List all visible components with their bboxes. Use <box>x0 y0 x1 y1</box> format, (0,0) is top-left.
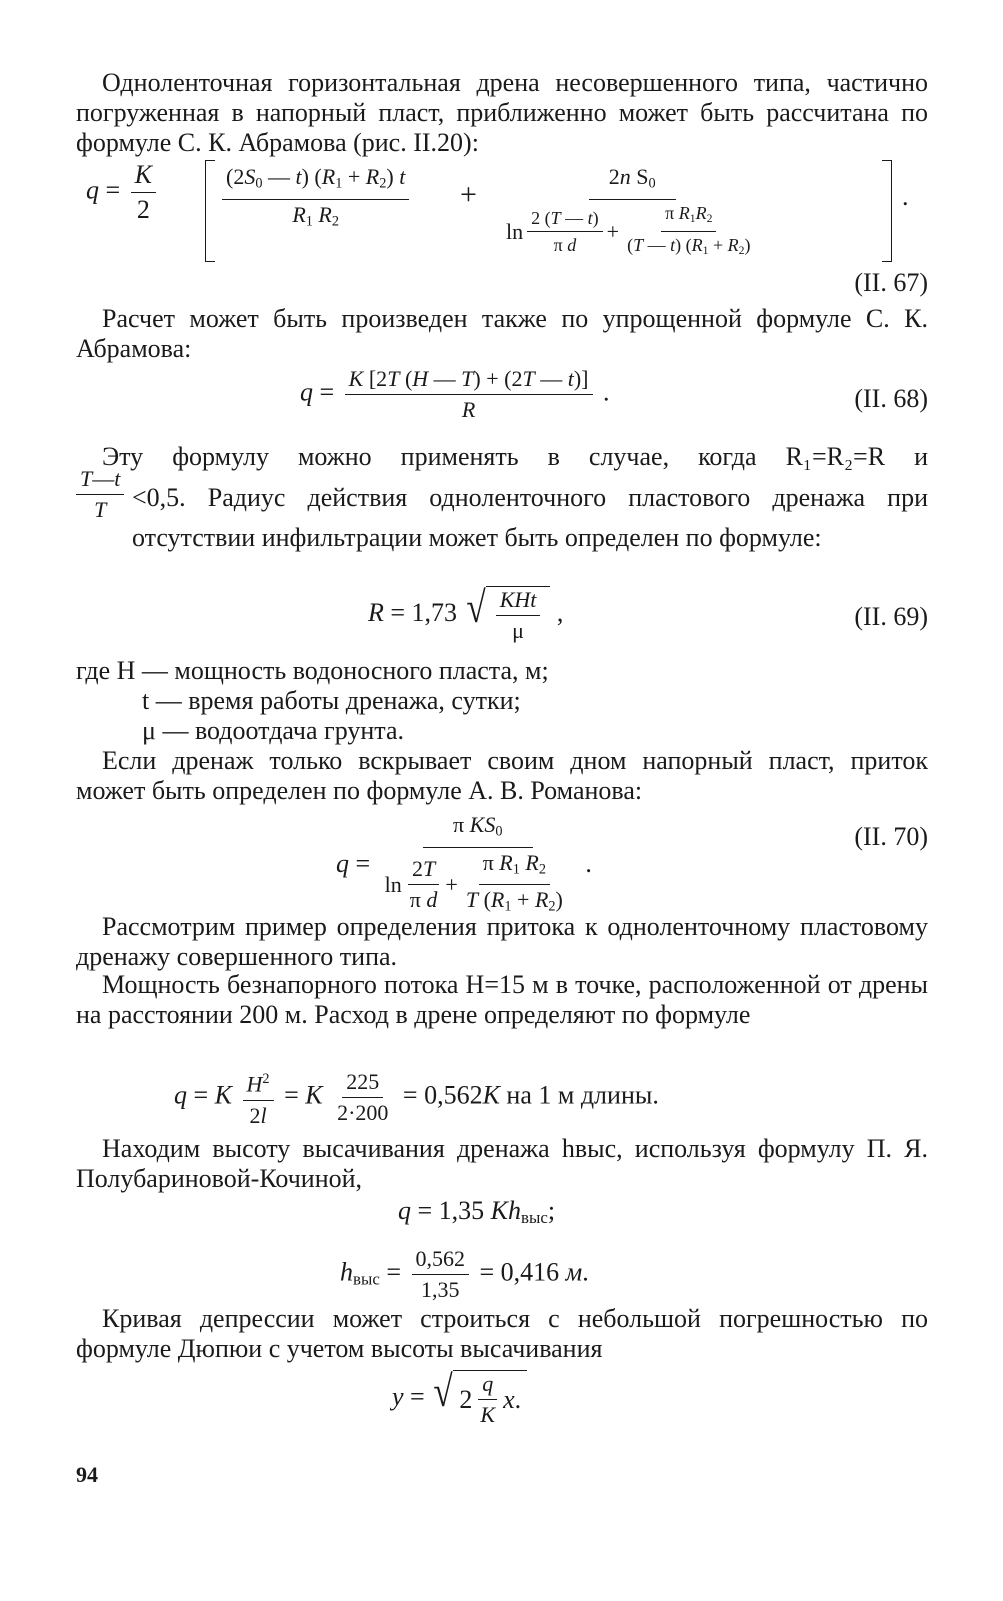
formula-ii-67-left-bracket <box>205 160 215 262</box>
formula-q-tail: на 1 м длины. <box>506 1080 659 1110</box>
formula-ii-67-term1: $\frac{(2S_0 — t) (R_1 + R_2) t}{R_1 R_2}$ <box>218 164 413 234</box>
page-number: 94 <box>76 1462 98 1487</box>
formula-y-dupuit: y = √ 2 $\frac{q}{K}$ x . <box>392 1370 527 1428</box>
paragraph-radius-of-action: <0,5. Радиус действия одноленточного пластового дренажа при отсутствии инфильтрации может быть определен по формуле: <box>132 483 928 552</box>
paragraph-simplified-formula: Расчет может быть произведен также по упрощенной формуле С. К. Абрамова: <box>76 304 928 363</box>
paragraph-flow-capacity: Мощность безнапорного потока H=15 м в точке, расположенной от дрены на расстоянии 200 м. Расход в дрене определяют по формуле <box>76 970 928 1029</box>
paragraph-seepage-height: Находим высоту высачивания дренажа hвыс, используя формулу П. Я. Полубариновой-Кочиной, <box>76 1134 928 1193</box>
paragraph-depression-curve: Кривая депрессии может строиться с небольшой погрешностью по формуле Дюпюи с учетом высоты высачивания <box>76 1304 928 1363</box>
where-item-mu: μ — водоотдача грунта. <box>142 716 404 745</box>
formula-ii-68: q = $\frac{K [2T (H — T) + (2T — t)]}{R}$ . <box>300 366 610 422</box>
paragraph-condition-line1: Эту формулу можно применять в случае, когда R₁=R₂=R и <box>102 442 928 471</box>
formula-h-seepage: $h_{выс}$ = $\frac{0,562}{1,35}$ = 0,416 м. <box>340 1246 589 1302</box>
paragraph-example-intro: Рассмотрим пример определения притока к одноленточному пластовому дренажу совершенного типа. <box>76 912 928 971</box>
formula-ii-67-plus: + <box>460 178 477 211</box>
formula-q-kochina: q = 1,35 $Kh_{выс}$; <box>398 1196 556 1228</box>
formula-ii-67-right-bracket <box>882 160 892 262</box>
formula-ii-70: q = π $KS_0$ ln $\frac{2T}{\text{π d}}$ + $\frac{\pi R_1 R_2}{T (R_1 + R_2)}$ . <box>336 812 592 915</box>
eq-number-ii-68: (II. 68) <box>854 384 928 413</box>
formula-ii-69: R = 1,73 √ $\frac{\text{KHt}}{\mu}$ , <box>368 583 564 643</box>
eq-number-ii-70: (II. 70) <box>854 822 928 851</box>
paragraph-abramov-intro: Одноленточная горизонтальная дрена несовершенного типа, частично погруженная в напорный пласт, приближенно может быть рассчитана по формуле С. К. Абрамова (рис. II.20): <box>76 68 928 157</box>
formula-ii-67-period: . <box>902 182 909 211</box>
fraction-t-minus-t-over-t: $\frac{T—t}{T}$ <box>76 466 124 523</box>
formula-ii-67-term2: 2n $S_0$ ln $\frac{2 (T — t)}{\text{π d}}$ + $\frac{\pi R_1R_2}{(T — t) (R_1 + R_2)}$ <box>506 164 751 258</box>
paragraph-romanov: Если дренаж только вскрывает своим дном напорный пласт, приток может быть определен по формуле А. В. Романова: <box>76 746 928 805</box>
where-item-t: t — время работы дренажа, сутки; <box>142 686 521 715</box>
where-item-h: где H — мощность водоносного пласта, м; <box>76 656 549 685</box>
formula-ii-67: q = $\frac{K}{2}$ <box>86 160 160 225</box>
eq-number-ii-67: (II. 67) <box>854 268 928 297</box>
formula-q-dupuit: q = K $\frac{H^2}{2l}$ = K $\frac{225}{2\cdot 200}$ = 0,562K на 1 м длины. <box>174 1066 659 1129</box>
eq-number-ii-69: (II. 69) <box>854 602 928 631</box>
